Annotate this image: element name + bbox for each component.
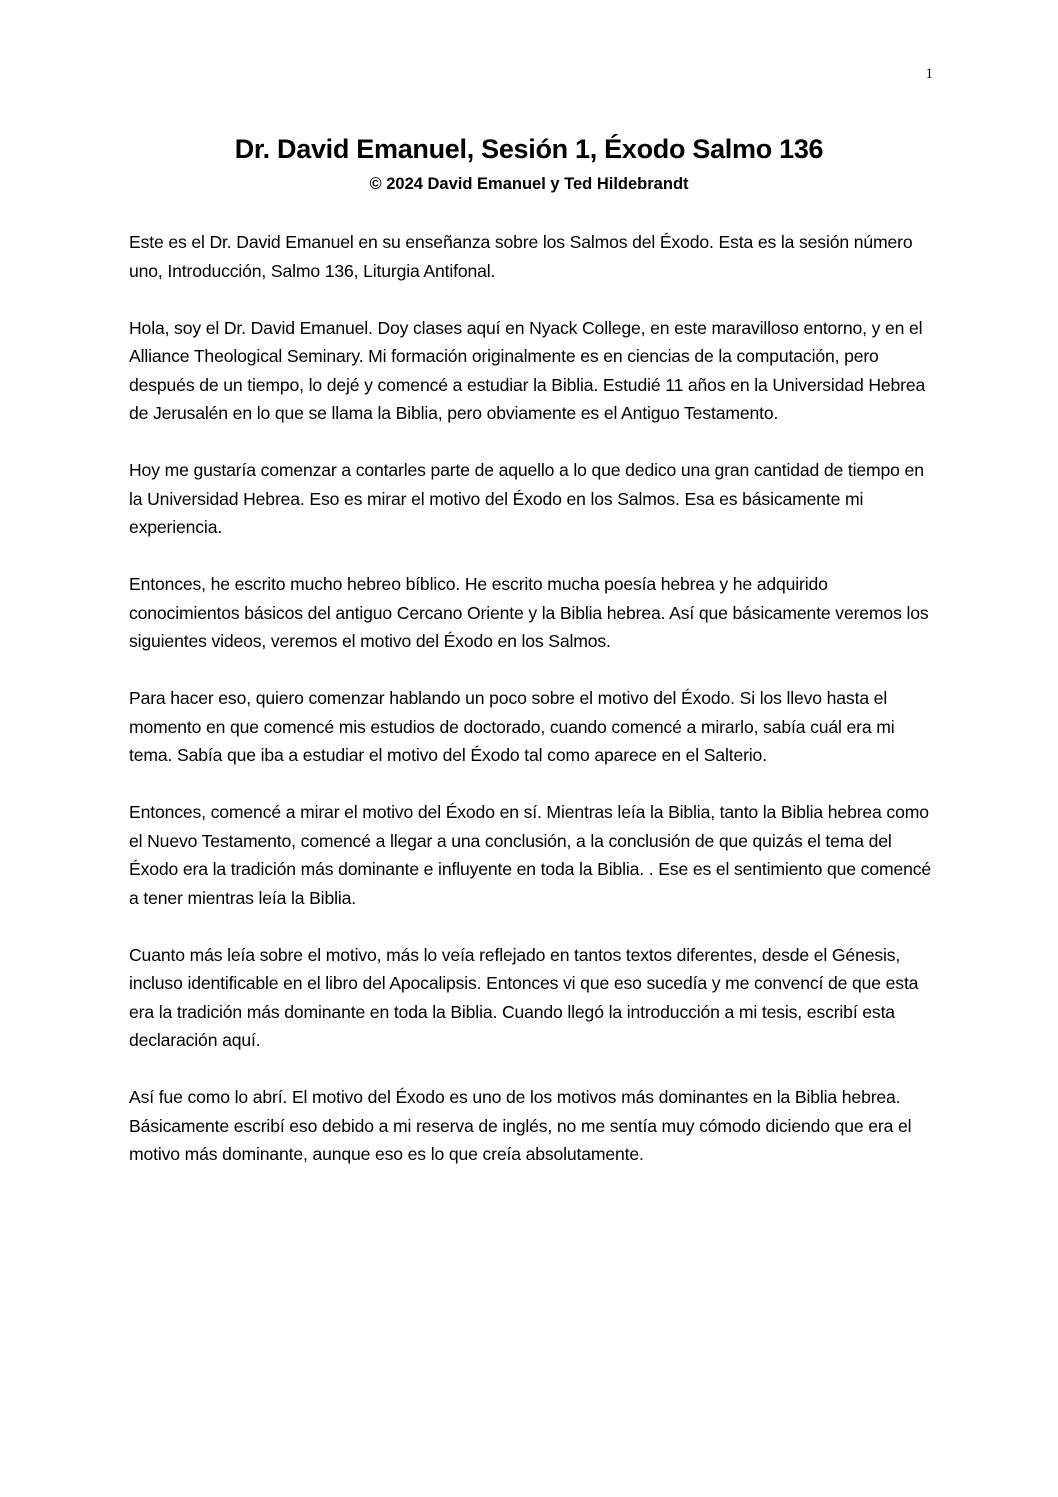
- paragraph: Así fue como lo abrí. El motivo del Éxodo es uno de los motivos más dominantes en la Biblia hebrea. Básicamente escribí eso debido a mi reserva de inglés, no me sentía muy cómodo diciendo que era el motivo más dominante, aunque eso es lo que creía absolutamente.: [129, 1087, 912, 1164]
- paragraph: Cuanto más leía sobre el motivo, más lo veía reflejado en tantos textos diferentes, desde el Génesis, incluso identificable en el libro del Apocalipsis. Entonces vi que eso sucedía y me convencí de que esta era la tradición más dominante en toda la Biblia. Cuando llegó la introducción a mi tesis, escribí esta declaración aquí.: [129, 944, 919, 1050]
- page-number: 1: [925, 66, 933, 82]
- paragraph: Hoy me gustaría comenzar a contarles parte de aquello a lo que dedico una gran cantidad de tiempo en la Universidad Hebrea. Eso es mirar el motivo del Éxodo en los Salmos. Esa es básicamente mi experiencia.: [129, 460, 924, 537]
- paragraph: Hola, soy el Dr. David Emanuel. Doy clases aquí en Nyack College, en este maravilloso entorno, y en el Alliance Theological Seminary. Mi formación originalmente es en ciencias de la computación, pero después de un tiempo, lo dejé y comencé a estudiar la Biblia. Estudié 11 años en la Universidad Hebrea de Jerusalén en lo que se llama la Biblia, pero obviamente es el Antiguo Testamento.: [129, 317, 926, 423]
- document-title: Dr. David Emanuel, Sesión 1, Éxodo Salmo 136: [234, 134, 824, 164]
- copyright-line: © 2024 David Emanuel y Ted Hildebrandt: [369, 175, 689, 193]
- paragraph: Entonces, he escrito mucho hebreo bíblico. He escrito mucha poesía hebrea y he adquirido conocimientos básicos del antiguo Cercano Oriente y la Biblia hebrea. Así que básicamente veremos los siguientes videos, veremos el motivo del Éxodo en los Salmos.: [129, 574, 929, 651]
- document-body: [129, 228, 939, 1197]
- paragraph: Para hacer eso, quiero comenzar hablando un poco sobre el motivo del Éxodo. Si los llevo hasta el momento en que comencé mis estudios de doctorado, cuando comencé a mirarlo, sabía cuál era mi tema. Sabía que iba a estudiar el motivo del Éxodo tal como aparece en el Salterio.: [129, 688, 895, 765]
- paragraph: Entonces, comencé a mirar el motivo del Éxodo en sí. Mientras leía la Biblia, tanto la Biblia hebrea como el Nuevo Testamento, comencé a llegar a una conclusión, a la conclusión de que quizás el tema del Éxodo era la tradición más dominante e influyente en toda la Biblia. . Ese es el sentimiento que comencé a tener mientras leía la Biblia.: [129, 802, 932, 908]
- paragraph: Este es el Dr. David Emanuel en su enseñanza sobre los Salmos del Éxodo. Esta es la sesión número uno, Introducción, Salmo 136, Liturgia Antifonal.: [129, 232, 913, 281]
